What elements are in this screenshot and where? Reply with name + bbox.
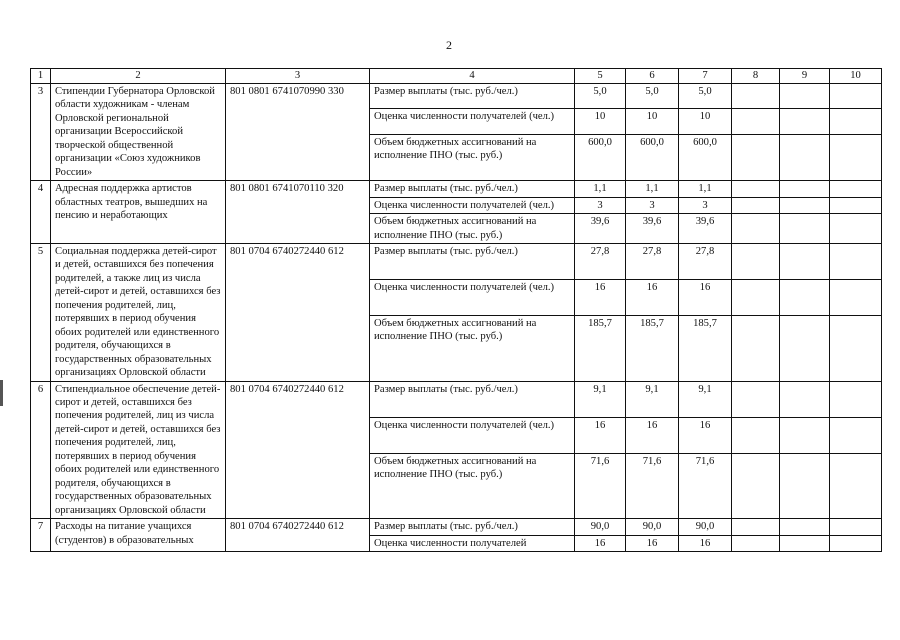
value-col-7: 39,6 [679,214,732,244]
empty-col-10 [830,109,882,134]
empty-col-10 [830,243,882,279]
value-col-7: 1,1 [679,181,732,197]
scan-edge-mark [0,380,3,406]
column-header-10: 10 [830,69,882,84]
empty-col-8 [732,84,780,109]
value-col-6: 9,1 [626,381,679,417]
value-col-7: 3 [679,197,732,213]
empty-col-9 [780,197,830,213]
value-col-7: 16 [679,417,732,453]
value-col-5: 90,0 [575,519,626,535]
table-row [31,243,882,279]
budget-obligations-table [30,68,882,552]
empty-col-8 [732,197,780,213]
row-number: 7 [31,519,51,552]
value-col-5: 39,6 [575,214,626,244]
indicator-label: Размер выплаты (тыс. руб./чел.) [370,243,575,279]
value-col-7: 27,8 [679,243,732,279]
column-header-8: 8 [732,69,780,84]
budget-code: 801 0704 6740272440 612 [226,519,370,552]
empty-col-8 [732,381,780,417]
expenditure-name: Стипендиальное обеспечение детей-сирот и детей, оставшихся без попечения родителей, лиц из числа детей-сирот и детей, оставшихся без попечения родителей, лиц, потерявших в период обучения обоих родителей или единственного родителя, обучающихся в государственных образовательных организациях Орловской области [51,381,226,519]
value-col-7: 71,6 [679,453,732,519]
empty-col-9 [780,134,830,180]
value-col-6: 5,0 [626,84,679,109]
value-col-6: 90,0 [626,519,679,535]
value-col-5: 1,1 [575,181,626,197]
value-col-7: 10 [679,109,732,134]
indicator-label: Оценка численности получателей (чел.) [370,280,575,316]
value-col-6: 3 [626,197,679,213]
value-col-7: 185,7 [679,316,732,382]
empty-col-9 [780,417,830,453]
empty-col-8 [732,280,780,316]
value-col-6: 71,6 [626,453,679,519]
empty-col-8 [732,535,780,551]
empty-col-8 [732,417,780,453]
column-header-2: 2 [51,69,226,84]
value-col-5: 3 [575,197,626,213]
value-col-5: 16 [575,417,626,453]
empty-col-8 [732,316,780,382]
value-col-5: 16 [575,535,626,551]
value-col-5: 5,0 [575,84,626,109]
expenditure-name: Стипендии Губернатора Орловской области художникам - членам Орловской региональной организации Всероссийской творческой общественной организации «Союз художников России» [51,84,226,181]
indicator-label: Объем бюджетных ассигнований на исполнение ПНО (тыс. руб.) [370,134,575,180]
value-col-7: 16 [679,280,732,316]
row-number: 4 [31,181,51,244]
empty-col-8 [732,134,780,180]
empty-col-10 [830,134,882,180]
empty-col-8 [732,109,780,134]
empty-col-10 [830,519,882,535]
empty-col-9 [780,316,830,382]
table-row [31,84,882,109]
table-row [31,519,882,535]
budget-code: 801 0801 6741070110 320 [226,181,370,244]
value-col-5: 600,0 [575,134,626,180]
column-header-7: 7 [679,69,732,84]
empty-col-9 [780,280,830,316]
column-header-1: 1 [31,69,51,84]
indicator-label: Размер выплаты (тыс. руб./чел.) [370,381,575,417]
value-col-6: 185,7 [626,316,679,382]
indicator-label: Оценка численности получателей [370,535,575,551]
value-col-7: 90,0 [679,519,732,535]
empty-col-10 [830,316,882,382]
empty-col-9 [780,453,830,519]
empty-col-10 [830,197,882,213]
empty-col-10 [830,535,882,551]
indicator-label: Объем бюджетных ассигнований на исполнение ПНО (тыс. руб.) [370,316,575,382]
value-col-5: 9,1 [575,381,626,417]
page-number: 2 [446,38,452,52]
indicator-label: Размер выплаты (тыс. руб./чел.) [370,181,575,197]
indicator-label: Оценка численности получателей (чел.) [370,197,575,213]
budget-code: 801 0704 6740272440 612 [226,381,370,519]
value-col-6: 27,8 [626,243,679,279]
empty-col-8 [732,519,780,535]
empty-col-9 [780,84,830,109]
budget-code: 801 0801 6741070990 330 [226,84,370,181]
value-col-7: 600,0 [679,134,732,180]
value-col-6: 10 [626,109,679,134]
value-col-6: 16 [626,535,679,551]
value-col-7: 16 [679,535,732,551]
expenditure-name: Социальная поддержка детей-сирот и детей, оставшихся без попечения родителей, а также лиц из числа детей-сирот и детей, оставшихся без попечения родителей, лиц, потерявших в период обучения обоих родителей или единственного родителя, обучающихся в государственных образовательных организациях Орловской области [51,243,226,381]
empty-col-10 [830,214,882,244]
empty-col-10 [830,381,882,417]
header-row [31,69,882,84]
value-col-6: 16 [626,280,679,316]
value-col-7: 5,0 [679,84,732,109]
value-col-6: 16 [626,417,679,453]
column-header-9: 9 [780,69,830,84]
empty-col-9 [780,109,830,134]
empty-col-8 [732,214,780,244]
empty-col-10 [830,280,882,316]
value-col-7: 9,1 [679,381,732,417]
value-col-5: 10 [575,109,626,134]
column-header-4: 4 [370,69,575,84]
empty-col-9 [780,519,830,535]
empty-col-9 [780,214,830,244]
column-header-5: 5 [575,69,626,84]
indicator-label: Оценка численности получателей (чел.) [370,109,575,134]
indicator-label: Размер выплаты (тыс. руб./чел.) [370,519,575,535]
value-col-6: 600,0 [626,134,679,180]
row-number: 5 [31,243,51,381]
value-col-5: 185,7 [575,316,626,382]
empty-col-8 [732,181,780,197]
value-col-5: 16 [575,280,626,316]
indicator-label: Объем бюджетных ассигнований на исполнение ПНО (тыс. руб.) [370,453,575,519]
value-col-5: 71,6 [575,453,626,519]
indicator-label: Оценка численности получателей (чел.) [370,417,575,453]
empty-col-9 [780,181,830,197]
empty-col-10 [830,417,882,453]
expenditure-name: Адресная поддержка артистов областных театров, вышедших на пенсию и неработающих [51,181,226,244]
empty-col-10 [830,84,882,109]
column-header-3: 3 [226,69,370,84]
budget-code: 801 0704 6740272440 612 [226,243,370,381]
empty-col-9 [780,381,830,417]
row-number: 6 [31,381,51,519]
empty-col-8 [732,243,780,279]
empty-col-9 [780,243,830,279]
value-col-6: 1,1 [626,181,679,197]
table-row [31,181,882,197]
row-number: 3 [31,84,51,181]
expenditure-name: Расходы на питание учащихся (студентов) в образовательных [51,519,226,552]
empty-col-10 [830,181,882,197]
empty-col-9 [780,535,830,551]
indicator-label: Объем бюджетных ассигнований на исполнение ПНО (тыс. руб.) [370,214,575,244]
value-col-6: 39,6 [626,214,679,244]
empty-col-8 [732,453,780,519]
table-row [31,381,882,417]
column-header-6: 6 [626,69,679,84]
value-col-5: 27,8 [575,243,626,279]
indicator-label: Размер выплаты (тыс. руб./чел.) [370,84,575,109]
empty-col-10 [830,453,882,519]
